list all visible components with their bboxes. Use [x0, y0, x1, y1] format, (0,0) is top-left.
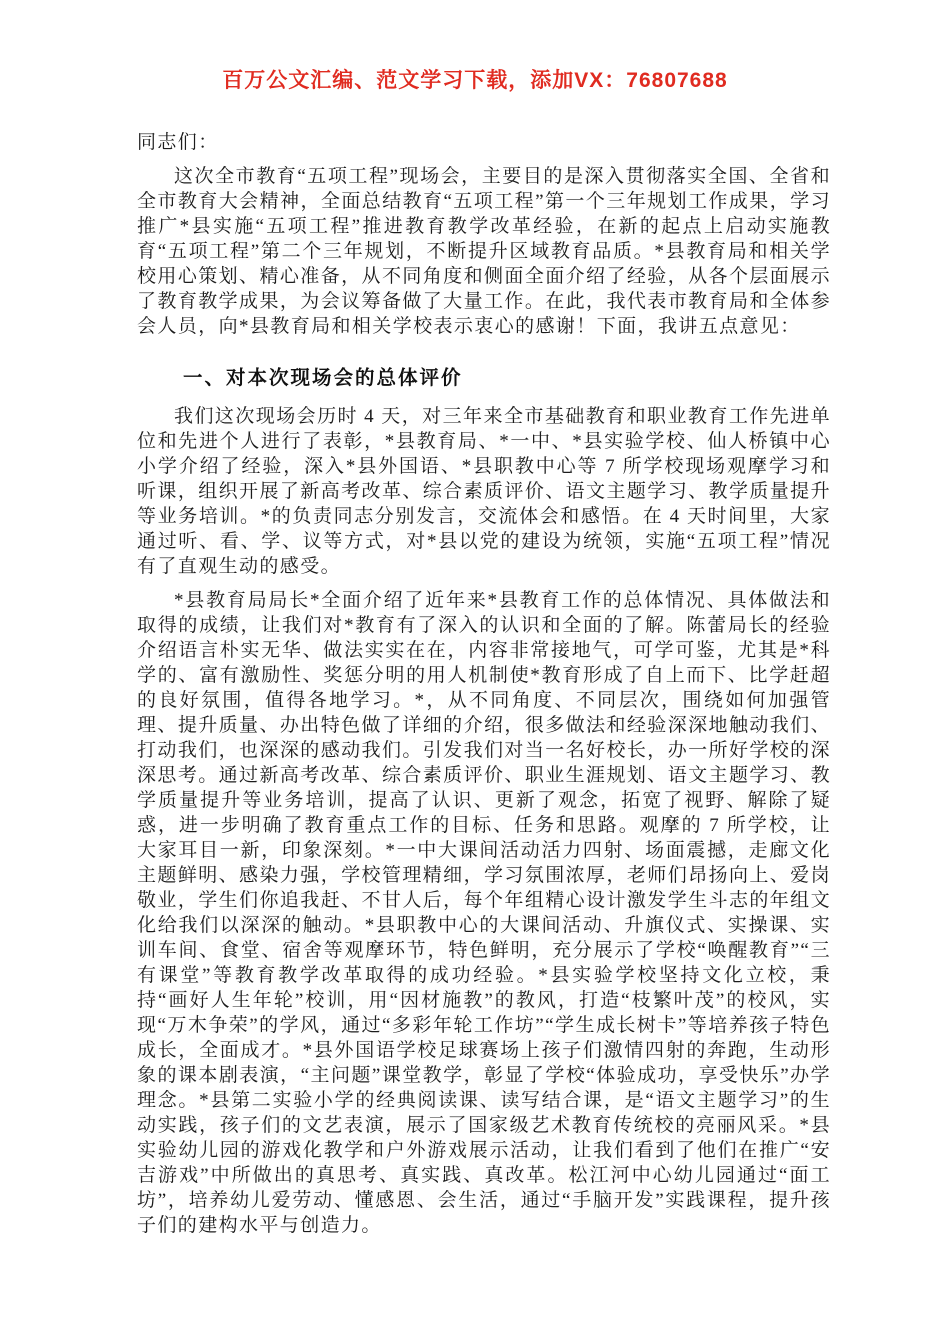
salutation: 同志们：	[137, 132, 219, 153]
section-heading: 一、对本次现场会的总体评价	[183, 367, 463, 389]
document-body	[137, 130, 831, 1247]
section-paragraph-1: 我们这次现场会历时 4 天，对三年来全市基础教育和职业教育工作先进单位和先进个人进行了表彰，*县教育局、*一中、*县实验学校、仙人桥镇中心小学介绍了经验，深入*县外国语、*县职教中心等 7 所学校现场观摩学习和听课，组织开展了新高考改革、综合素质评价、语文主题学习、教学质量提升等业务培训。*的负责同志分别发言，交流体会和感悟。在 4 天时间里，大家通过听、看、学、议等方式，对*县以党的建设为统领，实施“五项工程”情况有了直观生动的感受。	[137, 406, 831, 577]
header-ad-banner: 百万公文汇编、范文学习下载，添加VX：76807688	[222, 69, 728, 92]
intro-paragraph: 这次全市教育“五项工程”现场会，主要目的是深入贯彻落实全国、全省和全市教育大会精神，全面总结教育“五项工程”第一个三年规划工作成果，学习推广*县实施“五项工程”推进教育教学改革经验，在新的起点上启动实施教育“五项工程”第二个三年规划，不断提升区域教育品质。*县教育局和相关学校用心策划、精心准备，从不同角度和侧面全面介绍了经验，从各个层面展示了教育教学成果，为会议筹备做了大量工作。在此，我代表市教育局和全体参会人员，向*县教育局和相关学校表示衷心的感谢！下面，我讲五点意见：	[137, 166, 831, 337]
section-paragraph-2: *县教育局局长*全面介绍了近年来*县教育工作的总体情况、具体做法和取得的成绩，让我们对*教育有了深入的认识和全面的了解。陈蕾局长的经验介绍语言朴实无华、做法实实在在，内容非常接地气，可学可鉴，尤其是*科学的、富有激励性、奖惩分明的用人机制使*教育形成了自上而下、比学赶超的良好氛围，值得各地学习。*，从不同角度、不同层次，围绕如何加强管理、提升质量、办出特色做了详细的介绍，很多做法和经验深深地触动我们、打动我们，也深深的感动我们。引发我们对当一名好校长，办一所好学校的深深思考。通过新高考改革、综合素质评价、职业生涯规划、语文主题学习、教学质量提升等业务培训，提高了认识、更新了观念，拓宽了视野、解除了疑惑，进一步明确了教育重点工作的目标、任务和思路。观摩的 7 所学校，让大家耳目一新，印象深刻。*一中大课间活动活力四射、场面震撼，走廊文化主题鲜明、感染力强，学校管理精细，学习氛围浓厚，老师们昂扬向上、爱岗敬业，学生们你追我赶、不甘人后，每个年组精心设计激发学生斗志的年组文化给我们以深深的触动。*县职教中心的大课间活动、升旗仪式、实操课、实训车间、食堂、宿舍等观摩环节，特色鲜明，充分展示了学校“唤醒教育”“三有课堂”等教育教学改革取得的成功经验。*县实验学校坚持文化立校，秉持“画好人生年轮”校训，用“因材施教”的教风，打造“枝繁叶茂”的校风，实现“万木争荣”的学风，通过“多彩年轮工作坊”“学生成长树卡”等培养孩子特色成长，全面成才。*县外国语学校足球赛场上孩子们激情四射的奔跑，生动形象的课本剧表演，“主问题”课堂教学，彰显了学校“体验成功，享受快乐”办学理念。*县第二实验小学的经典阅读课、读写结合课，是“语文主题学习”的生动实践，孩子们的文艺表演，展示了国家级艺术教育传统校的亮丽风采。*县实验幼儿园的游戏化教学和户外游戏展示活动，让我们看到了他们在推广“安吉游戏”中所做出的真思考、真实践、真改革。松江河中心幼儿园通过“面工坊”，培养幼儿爱劳动、懂感恩、会生活，通过“手脑开发”实践课程，提升孩子们的建构水平与创造力。	[137, 590, 831, 1236]
